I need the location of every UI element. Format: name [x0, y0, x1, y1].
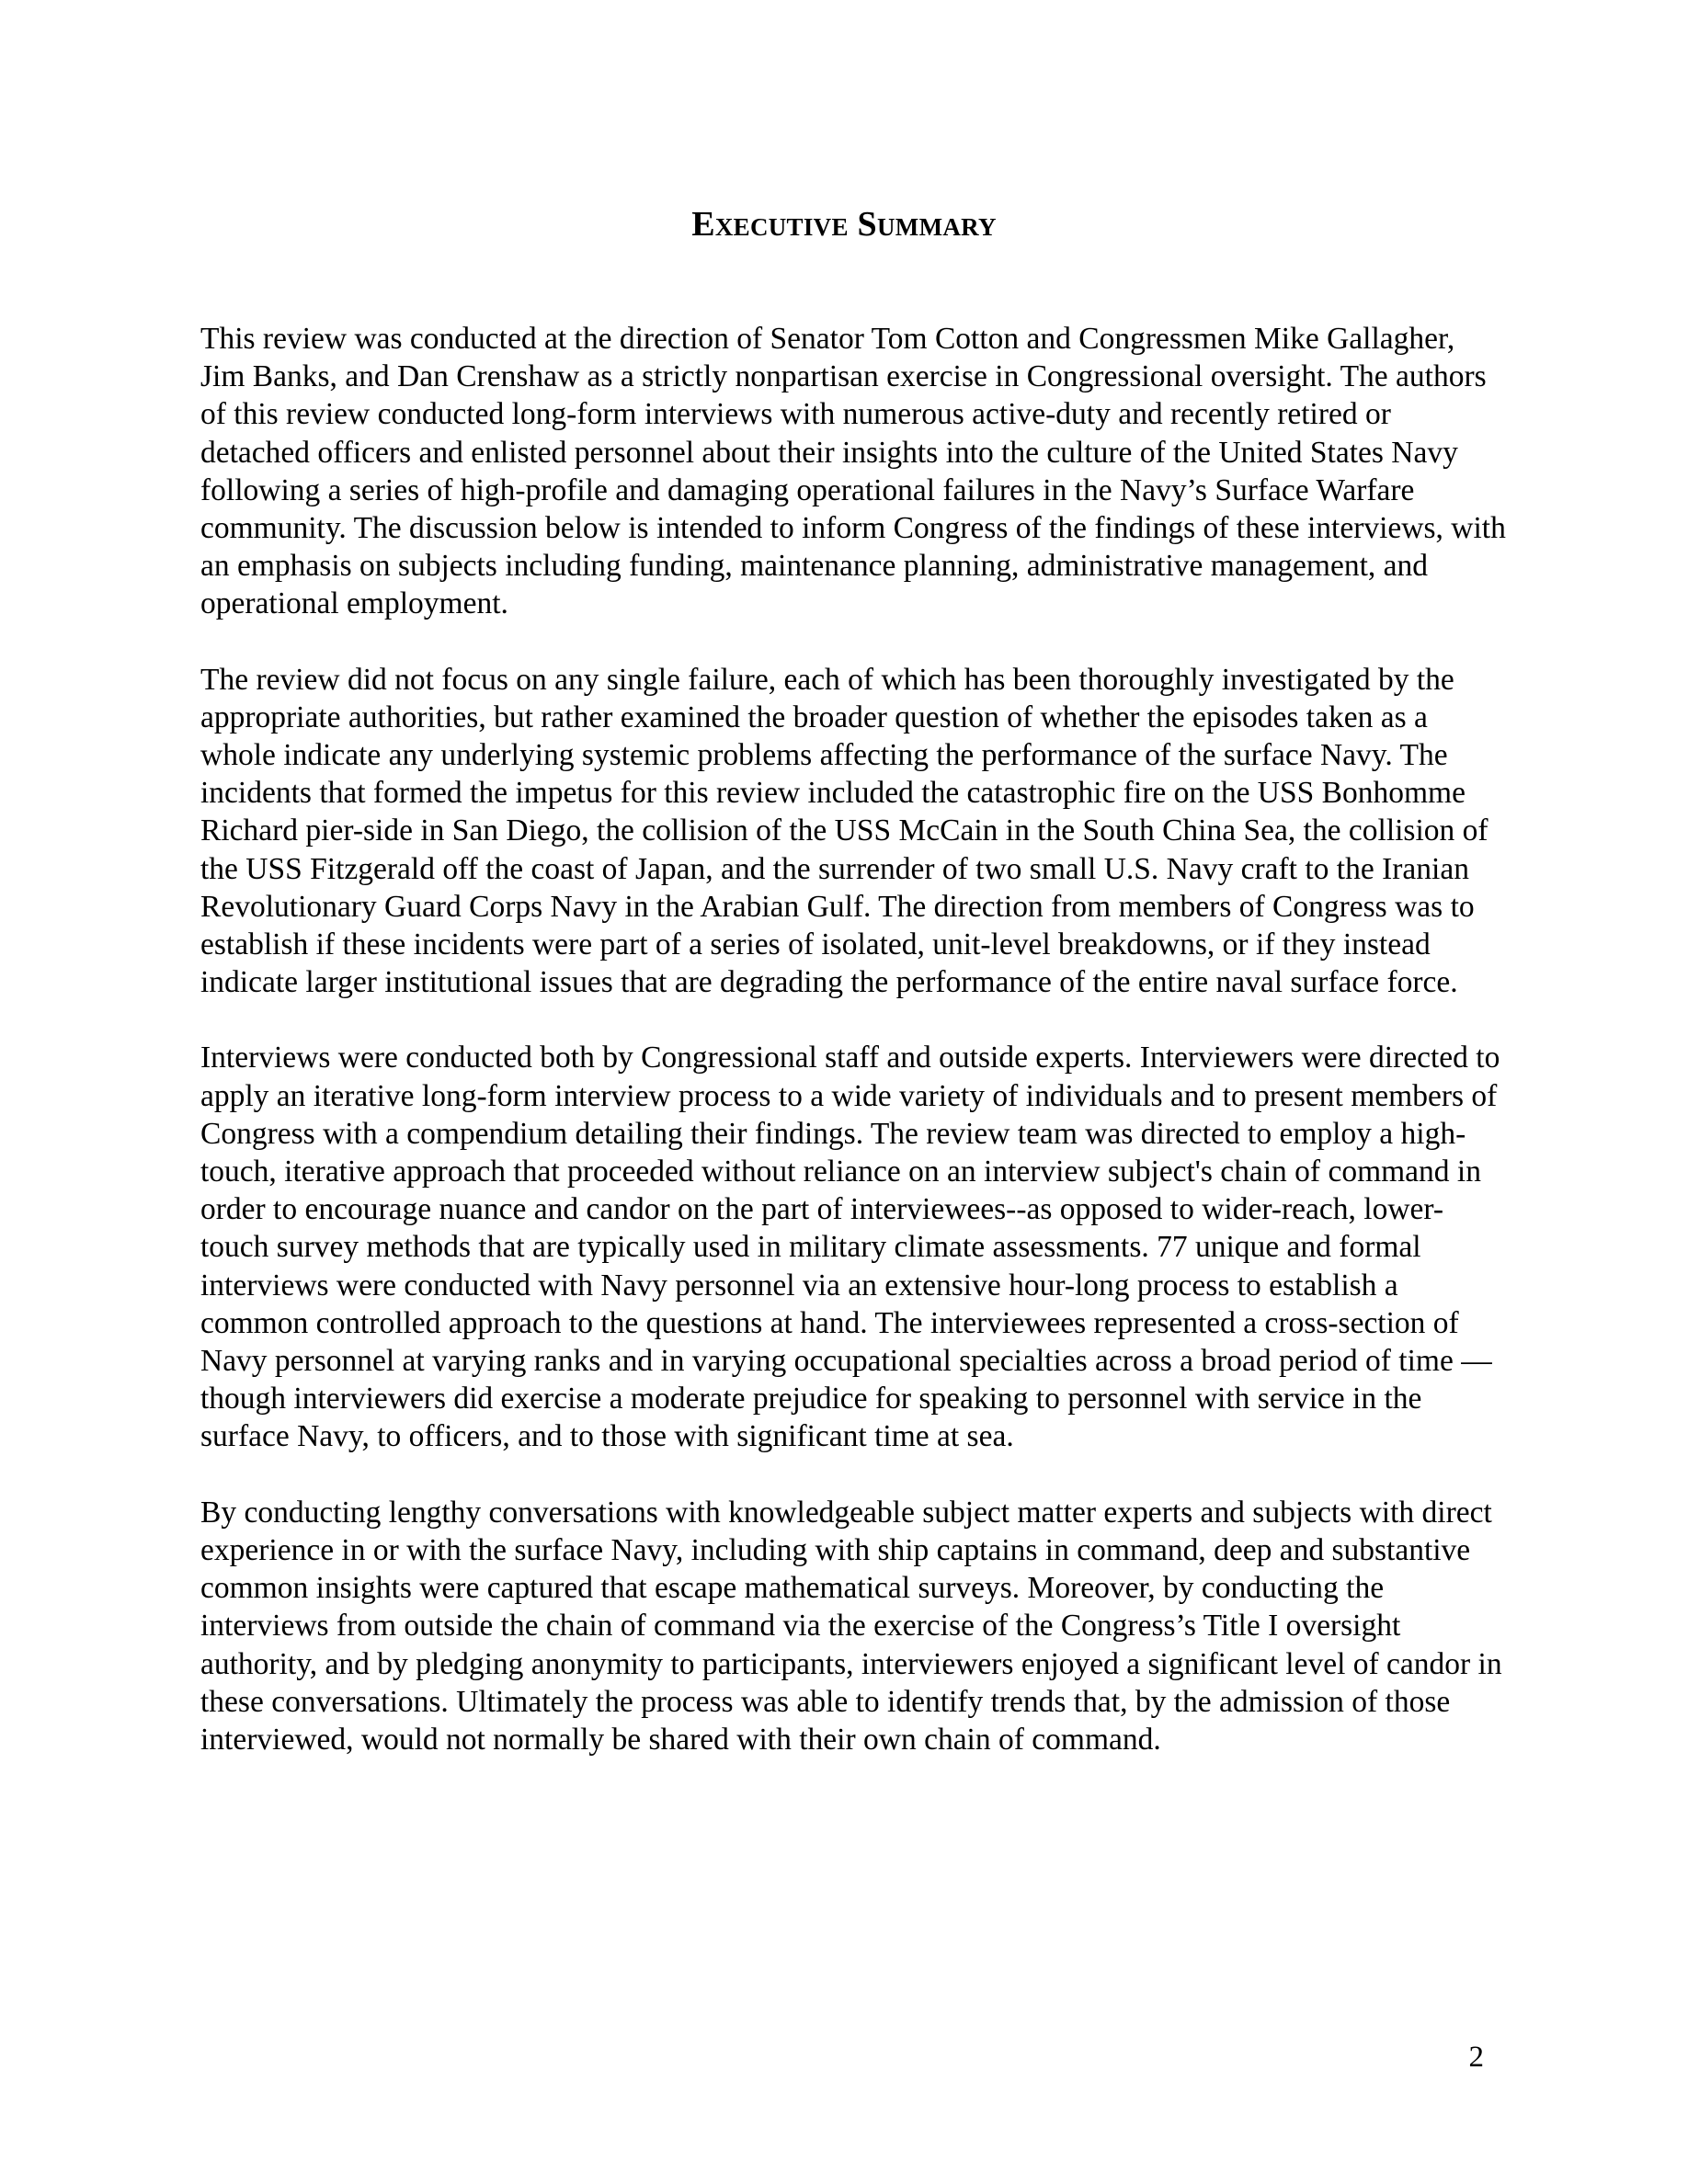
page-number: 2 [1468, 2041, 1484, 2074]
page-title: Executive Summary [691, 205, 997, 244]
paragraph-1: This review was conducted at the direction of Senator Tom Cotton and Congressmen Mike Gallagher, Jim Banks, and Dan Crenshaw as a strictly nonpartisan exercise in Congressional oversight. The authors of this review conducted long-form interviews with numerous active-duty and recently retired or detached officers and enlisted personnel about their insights into the culture of the United States Navy following a series of high-profile and damaging operational failures in the Navy’s Surface Warfare community. The discussion below is intended to inform Congress of the findings of these interviews, with an emphasis on subjects including funding, maintenance planning, administrative management, and operational employment. [200, 322, 1506, 621]
body-text [200, 320, 1506, 1796]
paragraph-4: By conducting lengthy conversations with knowledgeable subject matter experts and subjects with direct experience in or with the surface Navy, including with ship captains in command, deep and substantive common insights were captured that escape mathematical surveys. Moreover, by conducting the interviews from outside the chain of command via the exercise of the Congress’s Title I oversight authority, and by pledging anonymity to participants, interviewers enjoyed a significant level of candor in these conversations. Ultimately the process was able to identify trends that, by the admission of those interviewed, would not normally be shared with their own chain of command. [200, 1495, 1502, 1757]
paragraph-2: The review did not focus on any single failure, each of which has been thoroughly investigated by the appropriate authorities, but rather examined the broader question of whether the episodes taken as a whole indicate any underlying systemic problems affecting the performance of the surface Navy. The incidents that formed the impetus for this review included the catastrophic fire on the USS Bonhomme Richard pier-side in San Diego, the collision of the USS McCain in the South China Sea, the collision of the USS Fitzgerald off the coast of Japan, and the surrender of two small U.S. Navy craft to the Iranian Revolutionary Guard Corps Navy in the Arabian Gulf. The direction from members of Congress was to establish if these incidents were part of a series of isolated, unit-level breakdowns, or if they instead indicate larger institutional issues that are degrading the performance of the entire naval surface force. [200, 662, 1488, 1000]
paragraph-3: Interviews were conducted both by Congressional staff and outside experts. Interviewers were directed to apply an iterative long-form interview process to a wide variety of individuals and to present members of Congress with a compendium detailing their findings. The review team was directed to employ a high-touch, iterative approach that proceeded without reliance on an interview subject's chain of command in order to encourage nuance and candor on the part of interviewees--as opposed to wider-reach, lower-touch survey methods that are typically used in military climate assessments. 77 unique and formal interviews were conducted with Navy personnel via an extensive hour-long process to establish a common controlled approach to the questions at hand. The interviewees represented a cross-section of Navy personnel at varying ranks and in varying occupational specialties across a broad period of time —though interviewers did exercise a moderate prejudice for speaking to personnel with service in the surface Navy, to officers, and to those with significant time at sea. [200, 1041, 1500, 1454]
